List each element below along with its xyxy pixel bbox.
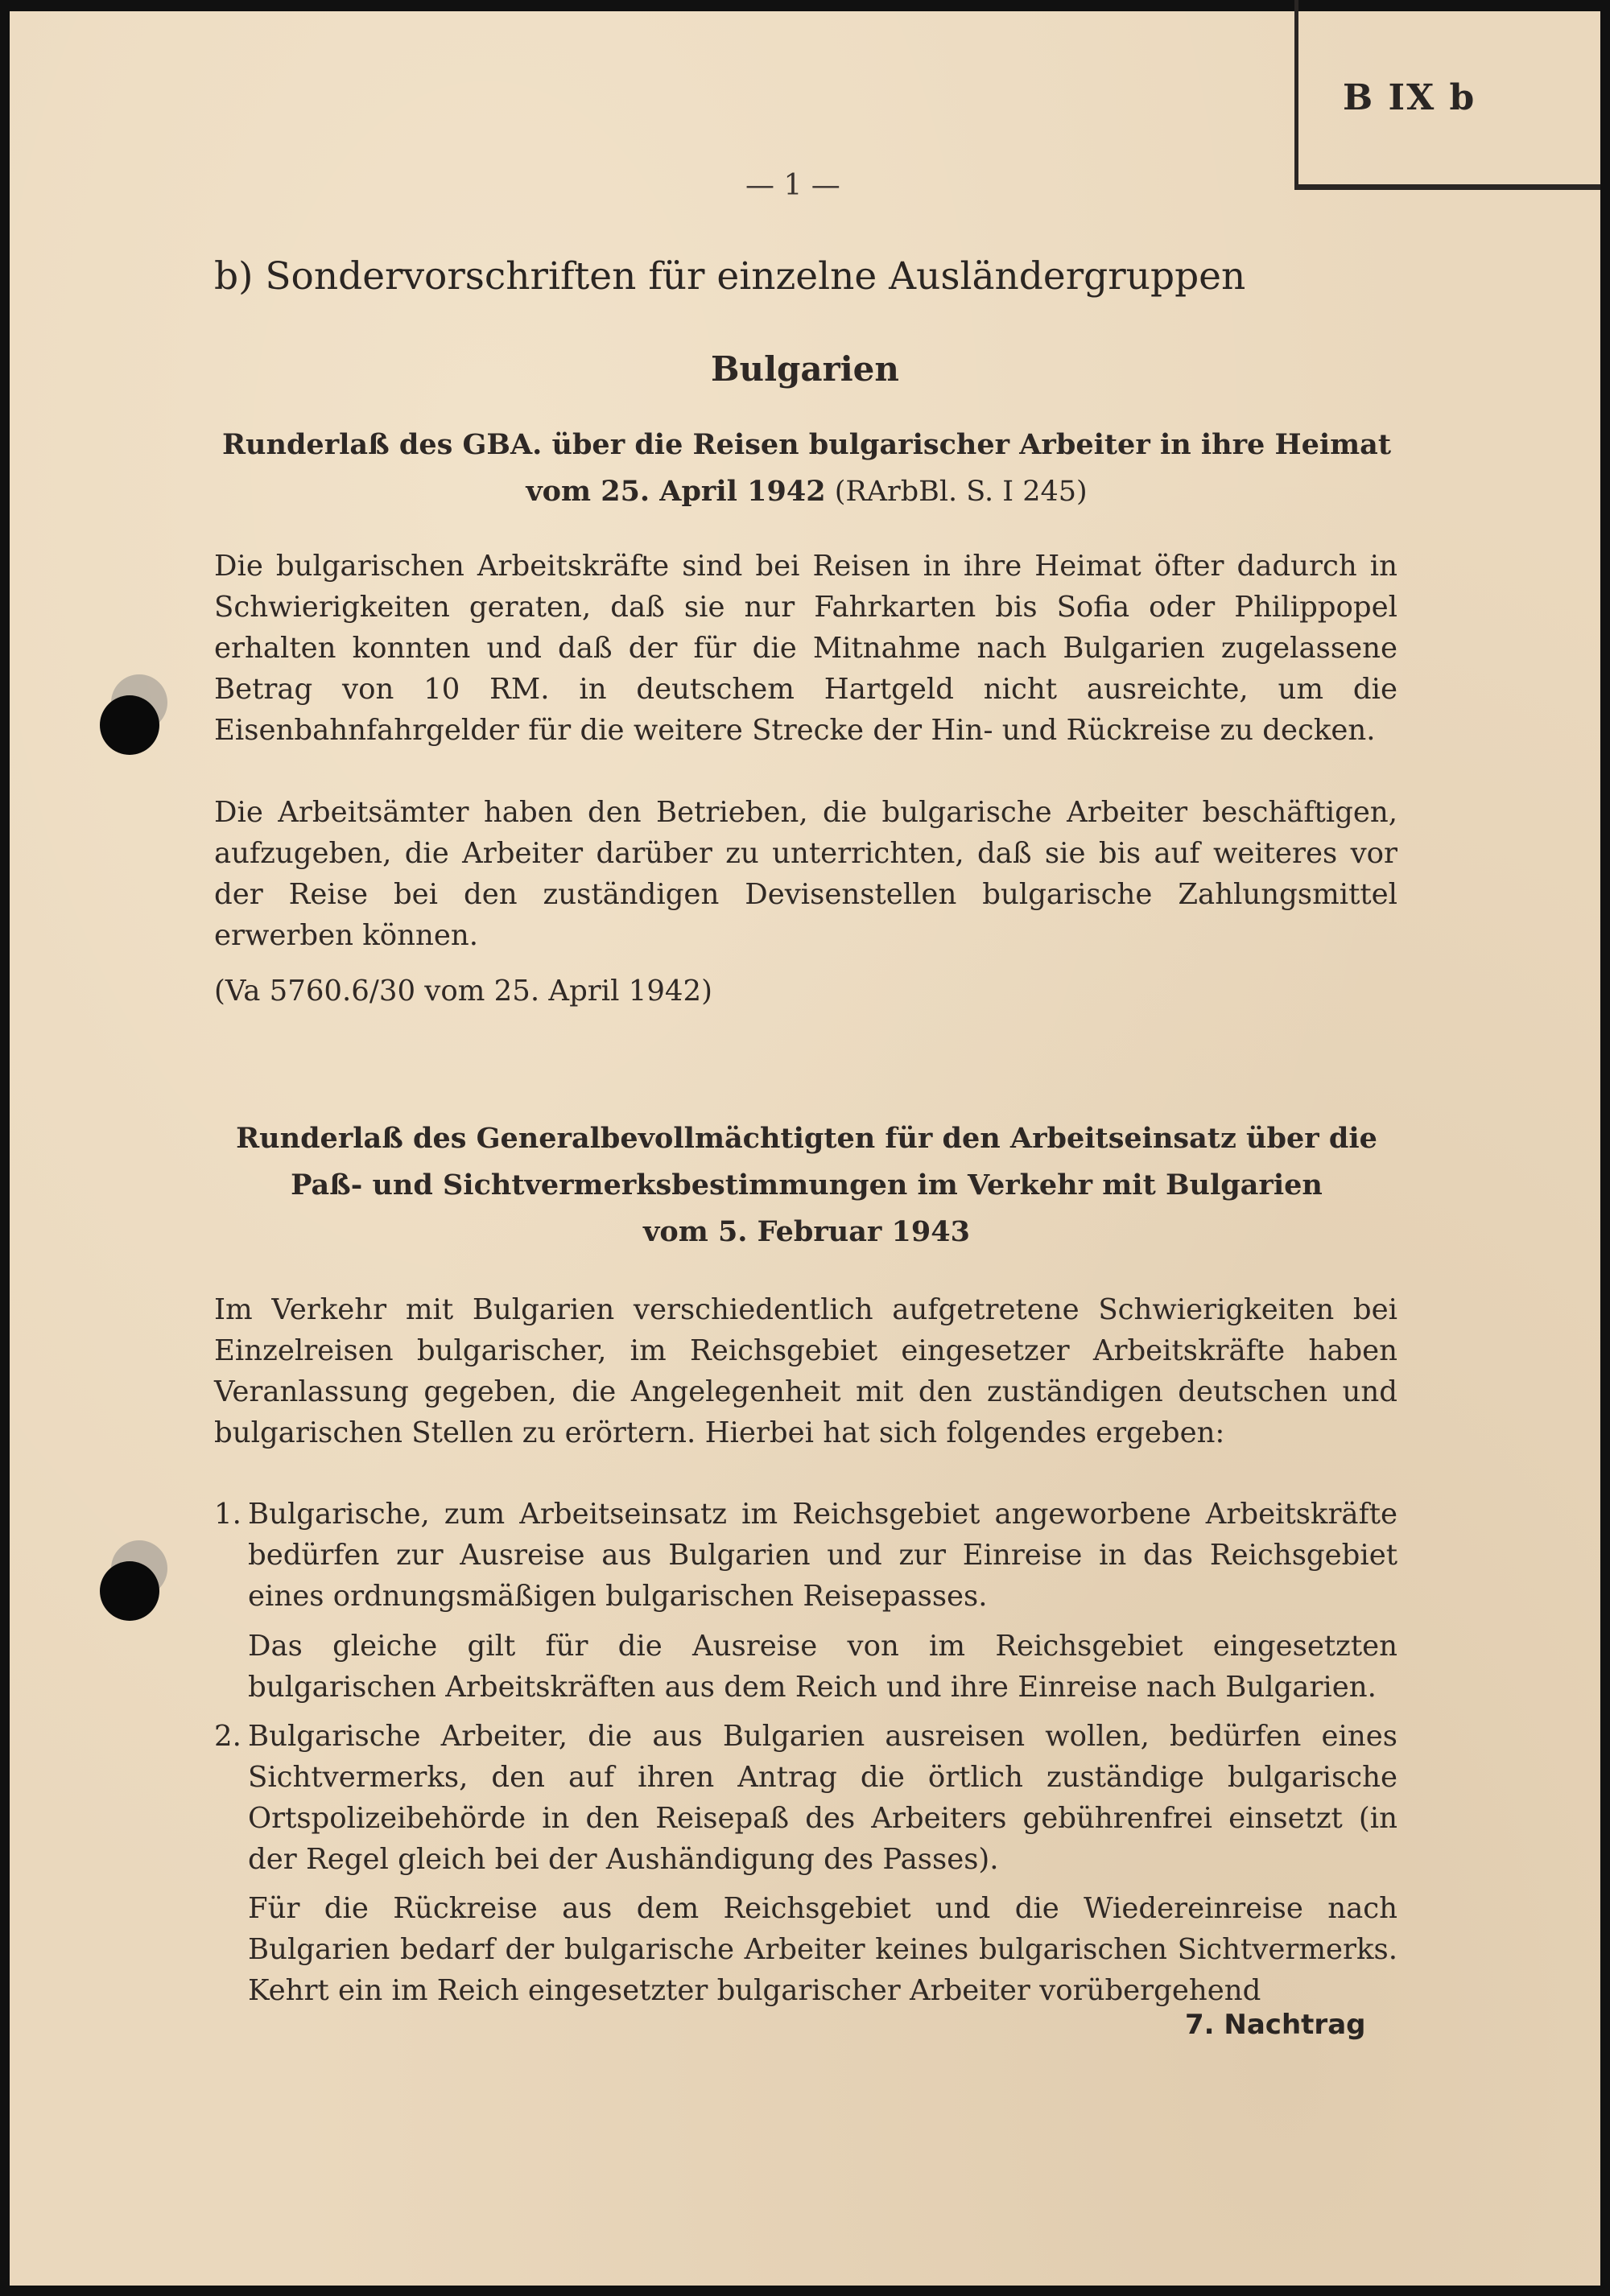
document-page xyxy=(10,11,1600,2286)
decree1-reference: (Va 5760.6/30 vom 25. April 1942) xyxy=(214,975,712,1008)
punch-hole xyxy=(100,1561,159,1621)
list-item-followup: Das gleiche gilt für die Ausreise von im Reichsgebiet eingesetzten bulgarischen Arbeitskräften aus dem Reich und ihre Einreise nach Bulgarien. xyxy=(248,1630,1397,1704)
decree1-date: vom 25. April 1942 xyxy=(526,475,826,508)
list-item xyxy=(214,1716,1397,1880)
decree1-paragraph2: Die Arbeitsämter haben den Betrieben, die bulgarische Arbeiter beschäftigen, aufzugeben, die Arbeiter darüber zu unterrichten, daß sie bis auf weiteres vor der Reise bei den zuständigen Devisenstellen bulgarische Zahlungsmittel erwerben können. xyxy=(214,796,1397,952)
list-item-text: Bulgarische, zum Arbeitseinsatz im Reichsgebiet angeworbene Arbeitskräfte bedürfen zur Ausreise aus Bulgarien und zur Einreise in das Reichsgebiet eines ordnungsmäßigen bulgarischen Reisepasses. xyxy=(248,1498,1397,1613)
list-item-number: 2. xyxy=(214,1720,242,1753)
decree2-title-line1: Runderlaß des Generalbevollmächtigten für den Arbeitseinsatz über die xyxy=(236,1122,1377,1155)
list-item-followup: Für die Rückreise aus dem Reichsgebiet und die Wiedereinreise nach Bulgarien bedarf der bulgarische Arbeiter keines bulgarischen Sichtvermerks. Kehrt ein im Reich eingesetzter bulgarischer Arbeiter vorübergehend xyxy=(248,1892,1397,2007)
decree1-citation: (RArbBl. S. I 245) xyxy=(825,476,1088,508)
decree2-title-line2: Paß- und Sichtvermerksbestimmungen im Verkehr mit Bulgarien xyxy=(291,1169,1323,1202)
decree1-title-line2 xyxy=(211,468,1402,515)
country-heading: Bulgarien xyxy=(711,349,899,389)
list-item xyxy=(214,1494,1397,1617)
supplement-label: 7. Nachtrag xyxy=(1185,2009,1366,2041)
decree2-intro: Im Verkehr mit Bulgarien verschiedentlich aufgetretene Schwierigkeiten bei Einzelreisen bulgarischer, im Reichsgebiet eingesetzer Arbeitskräfte haben Veranlassung gegeben, die Angelegenheit mit den zuständigen deutschen und bulgarischen Stellen zu erörtern. Hierbei hat sich folgendes ergeben: xyxy=(214,1293,1397,1449)
page-number: — 1 — xyxy=(745,169,840,202)
list-item-number: 1. xyxy=(214,1498,242,1531)
decree2-title xyxy=(211,1115,1402,1255)
decree1-title-line1: Runderlaß des GBA. über die Reisen bulgarischer Arbeiter in ihre Heimat xyxy=(221,428,1392,461)
section-code: B IX b xyxy=(1343,77,1476,118)
list-item-text: Bulgarische Arbeiter, die aus Bulgarien ausreisen wollen, bedürfen eines Sichtvermerks, den auf ihren Antrag die örtlich zuständige bulgarische Ortspolizeibehörde in den Reisepaß des Arbeiters gebührenfrei einsetzt (in der Regel gleich bei der Aushändigung des Passes). xyxy=(248,1720,1397,1876)
punch-hole xyxy=(100,695,159,755)
decree2-title-line3: vom 5. Februar 1943 xyxy=(643,1215,970,1248)
decree1-title xyxy=(211,422,1402,515)
main-heading: b) Sondervorschriften für einzelne Ausländergruppen xyxy=(214,254,1246,299)
decree1-paragraph1: Die bulgarischen Arbeitskräfte sind bei Reisen in ihre Heimat öfter dadurch in Schwierigkeiten geraten, daß sie nur Fahrkarten bis Sofia oder Philippopel erhalten konnten und daß der für die Mitnahme nach Bulgarien zugelassene Betrag von 10 RM. in deutschem Hartgeld nicht ausreichte, um die Eisenbahnfahrgelder für die weitere Strecke der Hin- und Rückreise zu decken. xyxy=(214,550,1397,747)
